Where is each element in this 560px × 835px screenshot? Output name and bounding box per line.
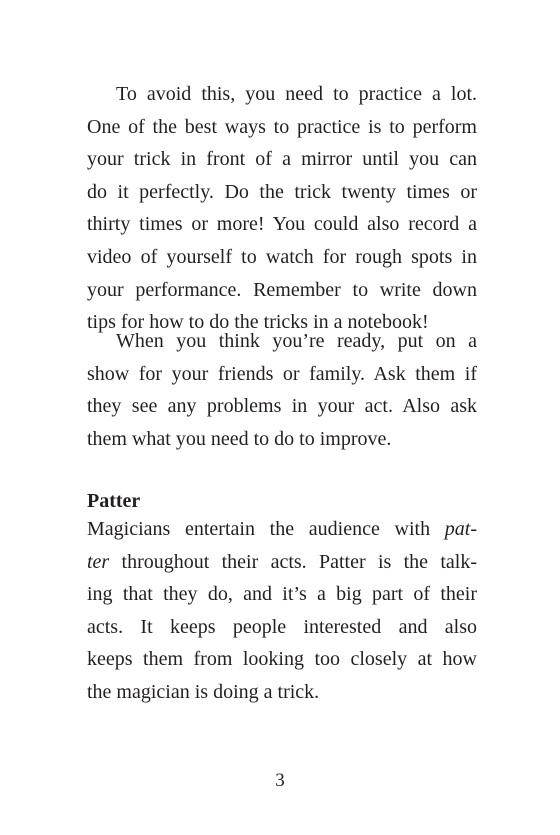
text-line	[87, 513, 477, 546]
paragraph-patter	[87, 513, 477, 709]
text-segment: throughout their acts. Patter is the talk-	[121, 550, 477, 573]
text-segment: Magicians entertain the audience with	[87, 518, 431, 540]
italic-term: ter	[87, 550, 110, 573]
italic-term: pat-	[444, 518, 478, 540]
text-line: To avoid this, you need to practice a lot.	[116, 83, 477, 105]
text-line: video of yourself to watch for rough spots in	[87, 245, 477, 268]
text-line: keeps them from looking too closely at how	[87, 648, 477, 671]
text-line: do it perfectly. Do the trick twenty times or	[87, 180, 477, 203]
text-line: they see any problems in your act. Also ask	[87, 395, 477, 418]
text-line: them what you need to do to improve.	[87, 427, 392, 450]
text-line: your trick in front of a mirror until you can	[87, 148, 477, 171]
text-line: One of the best ways to practice is to perform	[87, 115, 477, 138]
text-line: tips for how to do the tricks in a notebook!	[87, 311, 429, 334]
text-line: the magician is doing a trick.	[87, 680, 320, 703]
text-line	[87, 546, 477, 579]
text-line: acts. It keeps people interested and also	[87, 615, 477, 638]
text-line: show for your friends or family. Ask them if	[87, 362, 477, 385]
text-line: When you think you’re ready, put on a	[116, 330, 477, 352]
paragraph-practice	[87, 78, 477, 339]
paragraph-show	[87, 325, 477, 455]
text-line: thirty times or more! You could also record a	[87, 213, 477, 236]
page-number: 3	[275, 770, 285, 791]
section-heading: Patter	[87, 490, 141, 512]
text-line: your performance. Remember to write down	[87, 278, 477, 301]
text-line: ing that they do, and it’s a big part of their	[87, 583, 477, 606]
